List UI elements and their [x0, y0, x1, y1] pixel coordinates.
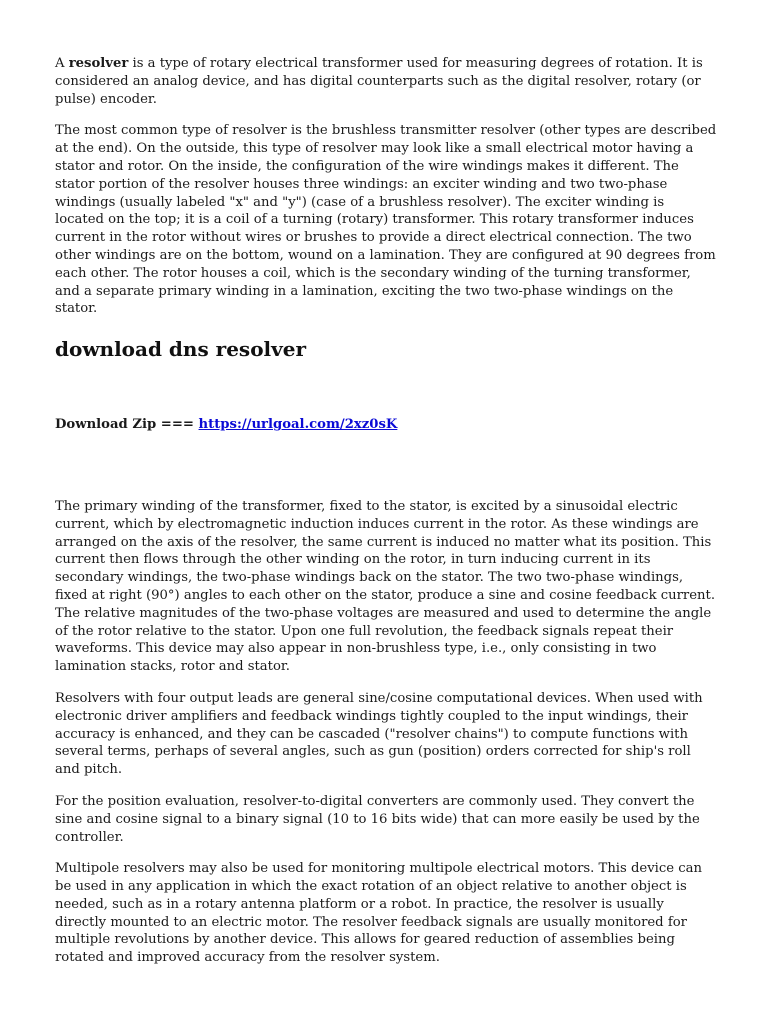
document-page	[55, 55, 717, 967]
intro-bold-term: resolver	[68, 56, 129, 71]
paragraph-four-leads: Resolvers with four output leads are general sine/cosine computational devices. When used with electronic driver amplifiers and feedback windings tightly coupled to the input windings, their accuracy is enhanced, and they can be cascaded ("resolver chains") to compute functions with several terms, perhaps of several angles, such as gun (position) orders corrected for ship's roll and pitch.	[55, 690, 703, 778]
paragraph-multipole: Multipole resolvers may also be used for monitoring multipole electrical motors. This device can be used in any application in which the exact rotation of an object relative to another object is needed, such as in a rotary antenna platform or a robot. In practice, the resolver is usually directly mounted to an electric motor. The resolver feedback signals are usually monitored for multiple revolutions by another device. This allows for geared reduction of assemblies being rotated and improved accuracy from the resolver system.	[55, 861, 703, 966]
download-label: Download Zip ===	[55, 417, 199, 433]
paragraph-position-evaluation: For the position evaluation, resolver-to-digital converters are commonly used. They convert the sine and cosine signal to a binary signal (10 to 16 bits wide) that can more easily be used by the controller.	[55, 793, 700, 845]
download-link[interactable]: https://urlgoal.com/2xz0sK	[198, 417, 398, 433]
paragraph-primary-winding: The primary winding of the transformer, fixed to the stator, is excited by a sinusoidal electric current, which by electromagnetic induction induces current in the rotor. As these windings are arranged on the axis of the resolver, the same current is induced no matter what its position. This current then flows through the other winding on the rotor, in turn inducing current in its secondary windings, the two-phase windings back on the stator. The two two-phase windings, fixed at right (90°) angles to each other on the stator, produce a sine and cosine feedback current. The relative magnitudes of the two-phase voltages are measured and used to determine the angle of the rotor relative to the stator. Upon one full revolution, the feedback signals repeat their waveforms. This device may also appear in non-brushless type, i.e., only consisting in two lamination stacks, rotor and stator.	[55, 498, 716, 675]
download-line	[55, 416, 717, 434]
intro-paragraph	[55, 55, 717, 108]
intro-rest: is a type of rotary electrical transformer used for measuring degrees of rotation. It is considered an analog device, and has digital counterparts such as the digital resolver, rotary (or pulse) encoder.	[55, 56, 703, 107]
intro-prefix: A	[55, 56, 69, 71]
section-heading: download dns resolver	[55, 337, 307, 362]
paragraph-brushless: The most common type of resolver is the brushless transmitter resolver (other types are described at the end). On the outside, this type of resolver may look like a small electrical motor having a stator and rotor. On the inside, the configuration of the wire windings makes it different. The stator portion of the resolver houses three windings: an exciter winding and two two-phase windings (usually labeled "x" and "y") (case of a brushless resolver). The exciter winding is located on the top; it is a coil of a turning (rotary) transformer. This rotary transformer induces current in the rotor without wires or brushes to provide a direct electrical connection. The two other windings are on the bottom, wound on a lamination. They are configured at 90 degrees from each other. The rotor houses a coil, which is the secondary winding of the turning transformer, and a separate primary winding in a lamination, exciting the two two-phase windings on the stator.	[55, 123, 717, 317]
